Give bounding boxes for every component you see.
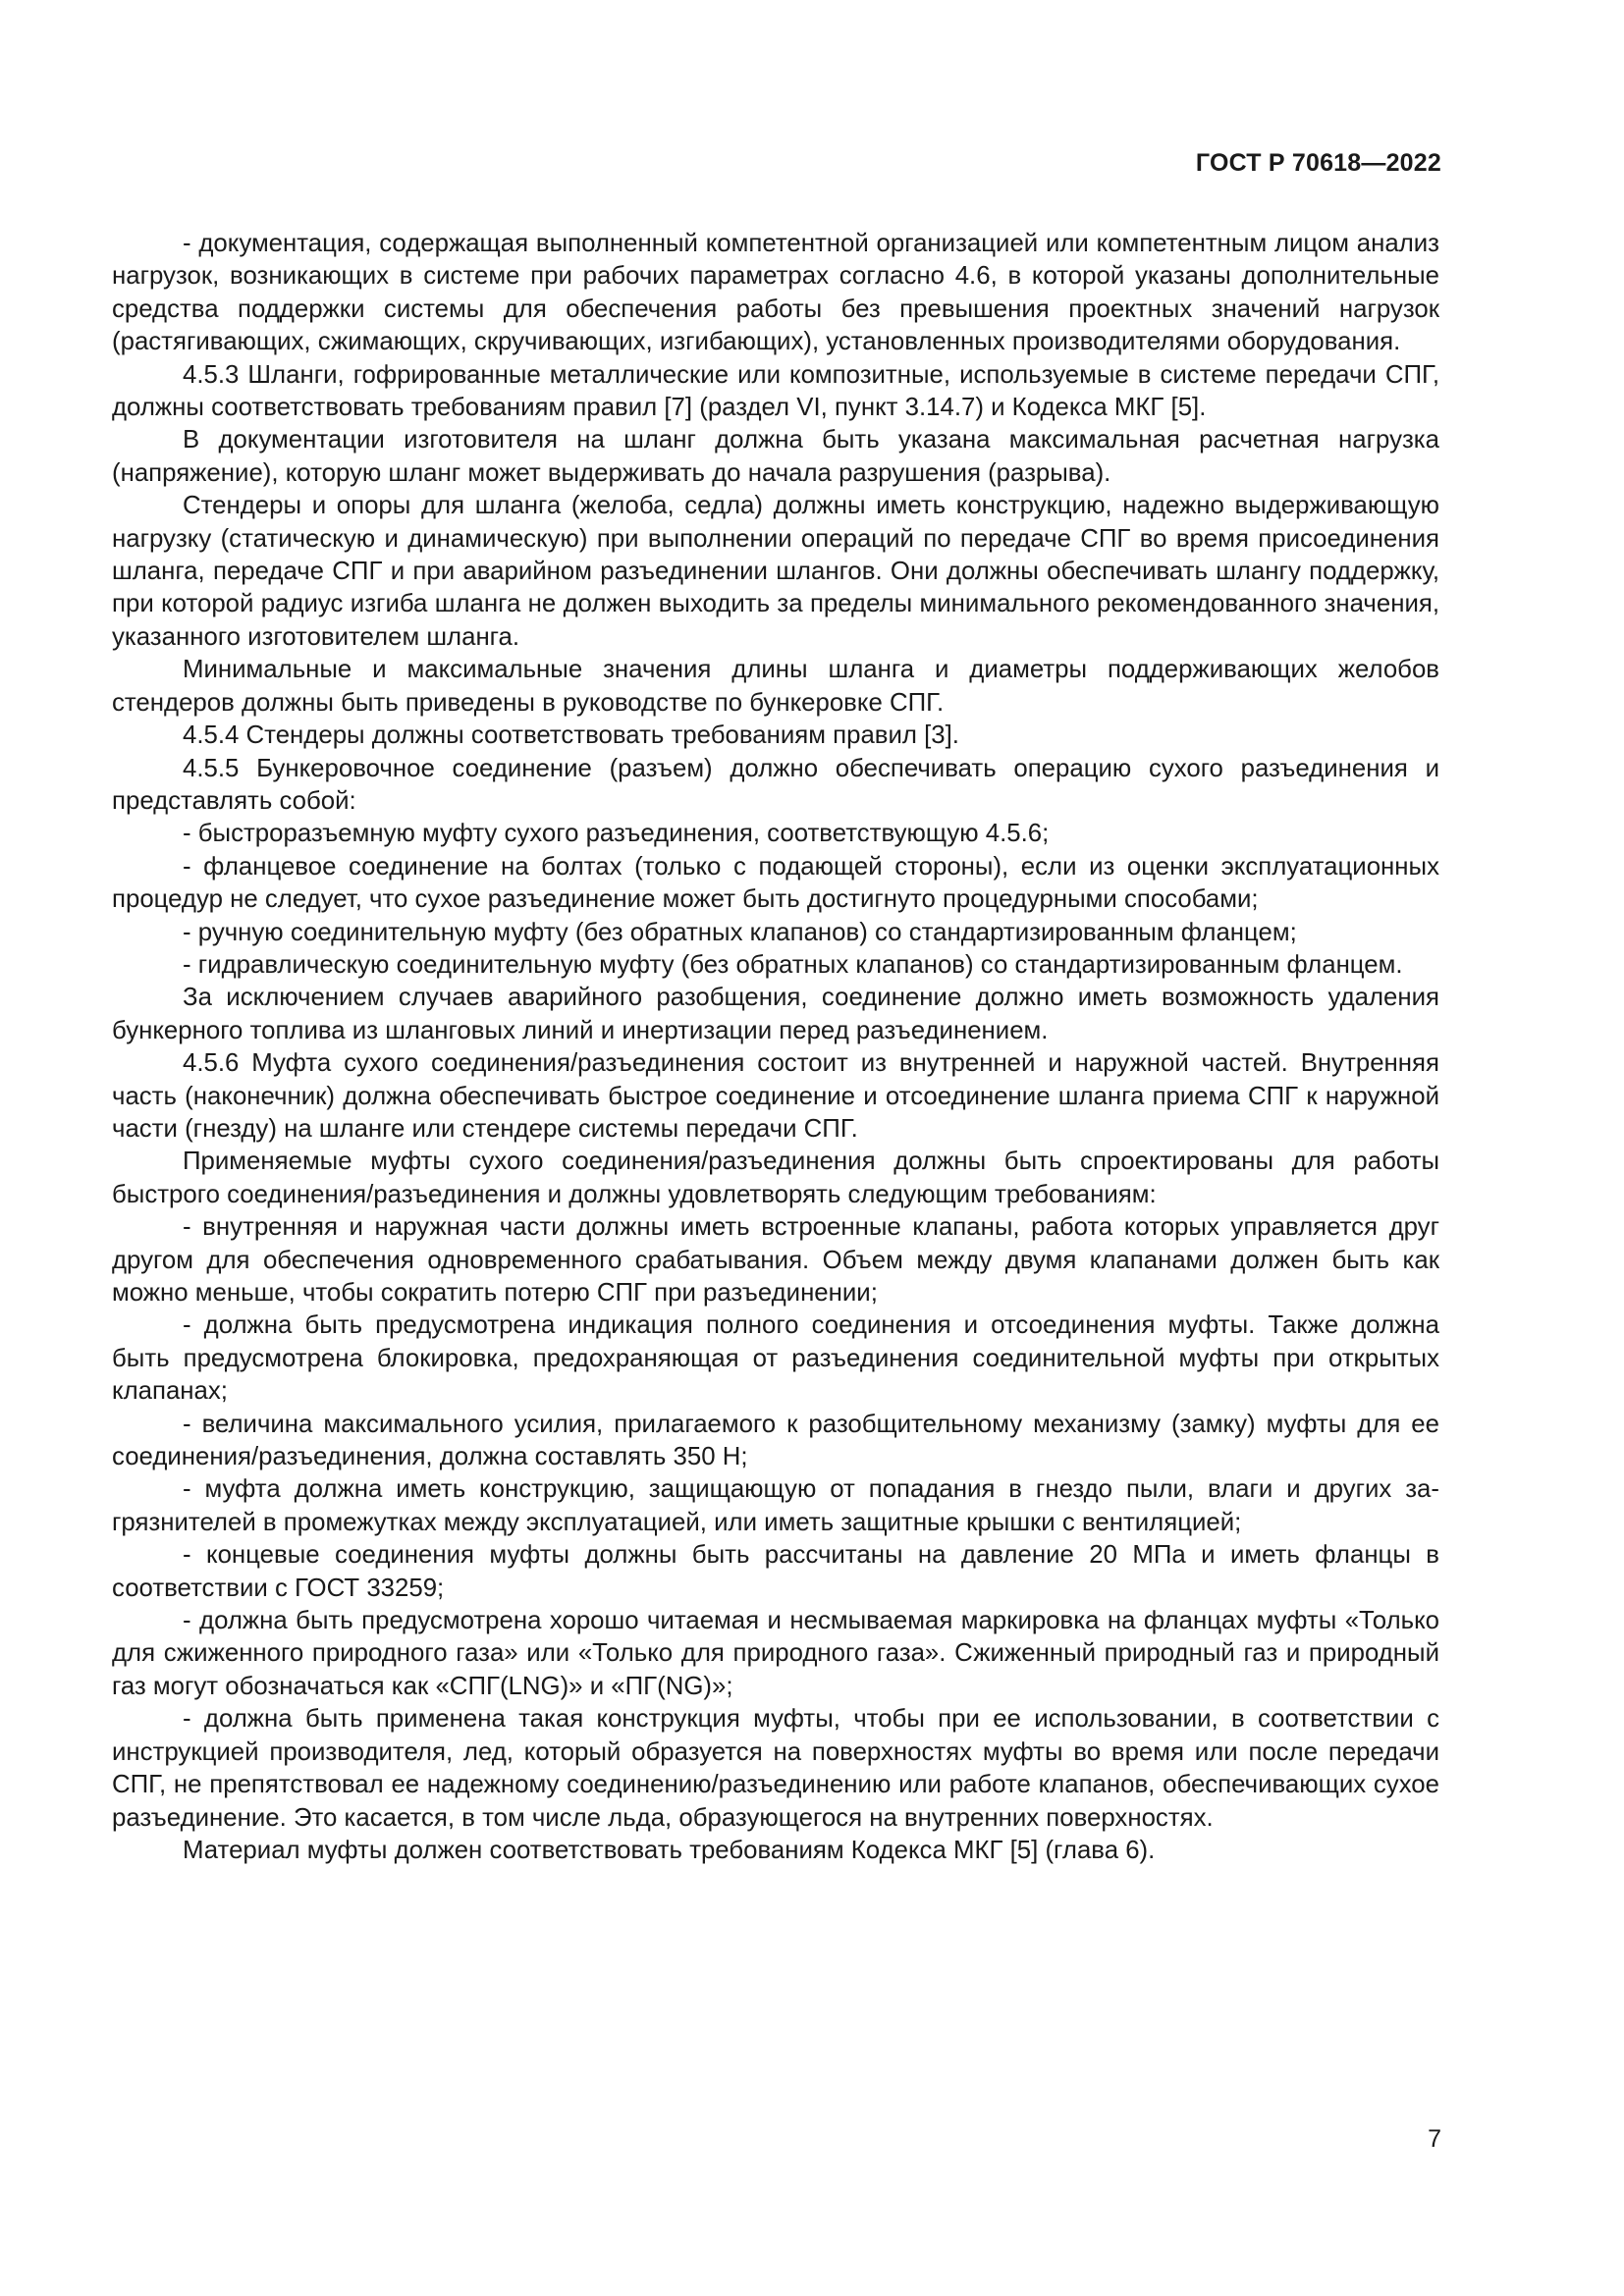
page-number: 7 — [1428, 2125, 1441, 2153]
paragraph: 4.5.4 Стендеры должны соответствовать требованиям правил [3]. — [183, 721, 959, 750]
paragraph: - муфта должна иметь конструкцию, защищающую от попадания в гнездо пыли, влаги и других загрязнителей в промежутках между эксплуатацией, или иметь защитные крышки с вентиляцией; — [112, 1475, 1439, 1536]
document-header: ГОСТ Р 70618—2022 — [1195, 149, 1441, 177]
paragraph: - концевые соединения муфты должны быть рассчитаны на давление 20 МПа и иметь фланцы в соответствии с ГОСТ 33259; — [112, 1541, 1439, 1602]
paragraph: - ручную соединительную муфту (без обратных клапанов) со стандартизированным фланцем; — [183, 918, 1297, 946]
paragraph: Минимальные и максимальные значения длины шланга и диаметры поддерживающих желобов стендеров должны быть приведены в руководстве по бункеровке СПГ. — [112, 656, 1439, 717]
paragraph: 4.5.6 Муфта сухого соединения/разъединения состоит из внутренней и наружной частей. Внутренняя часть (наконечник) должна обеспечивать быстрое соединение и отсоединение шланга приема СПГ к наружной части (гнезду) на шланге или стендере системы передачи СПГ. — [112, 1049, 1439, 1143]
paragraph: - величина максимального усилия, прилагаемого к разобщительному механизму (замку) муфты для ее соединения/разъединения, должна составлять 350 Н; — [112, 1410, 1439, 1471]
paragraph: - должна быть предусмотрена хорошо читаемая и несмываемая маркировка на фланцах муфты «Только для сжиженного природного газа» или «Только для природного газа». Сжиженный природный газ и природный газ могут обозначаться как «СПГ(LNG)» и «ПГ(NG)»; — [112, 1607, 1439, 1700]
paragraph: Стендеры и опоры для шланга (желоба, седла) должны иметь конструкцию, надежно выдерживающую нагрузку (статическую и динамическую) при выполнении операций по передаче СПГ во время присоединения шланга, передаче СПГ и при аварийном разъединении шлангов. Они должны обеспечивать шлангу поддержку, при которой радиус изгиба шланга не должен выходить за пределы минимального рекомендованного значения, указанного изготовителем шланга. — [112, 492, 1439, 651]
paragraph: - документация, содержащая выполненный компетентной организацией или компетентным лицом анализ нагрузок, возникающих в системе при рабочих параметрах согласно 4.6, в которой указаны дополнительные средства поддержки системы для обеспечения работы без превышения проектных значений нагрузок (растягивающих, сжимающих, скручивающих, изгибающих), установленных производителями оборудования. — [112, 230, 1439, 356]
paragraph: - быстроразъемную муфту сухого разъединения, соответствующую 4.5.6; — [183, 820, 1050, 848]
paragraph: - внутренняя и наружная части должны иметь встроенные клапаны, работа которых управляется друг другом для обеспечения одновременного срабатывания. Объем между двумя клапанами должен быть как можно меньше, чтобы сократить потерю СПГ при разъединении; — [112, 1213, 1439, 1307]
paragraph: 4.5.5 Бункеровочное соединение (разъем) должно обеспечивать операцию сухого разъединения и представлять собой: — [112, 754, 1439, 815]
paragraph: В документации изготовителя на шланг должна быть указана максимальная расчетная нагрузка (напряжение), которую шланг может выдерживать до начала разрушения (разрыва). — [112, 426, 1439, 487]
paragraph: За исключением случаев аварийного разобщения, соединение должно иметь возможность удаления бункерного топлива из шланговых линий и инертизации перед разъединением. — [112, 984, 1439, 1044]
paragraph: Применяемые муфты сухого соединения/разъединения должны быть спроектированы для работы быстрого соединения/разъединения и должны удовлетворять следующим требованиям: — [112, 1148, 1439, 1208]
paragraph: 4.5.3 Шланги, гофрированные металлические или композитные, используемые в системе передачи СПГ, должны соответствовать требованиям правил [7] (раздел VI, пункт 3.14.7) и Кодекса МКГ [5]. — [112, 360, 1439, 422]
document-body — [112, 228, 1439, 1867]
paragraph: Материал муфты должен соответствовать требованиям Кодекса МКГ [5] (глава 6). — [183, 1836, 1156, 1864]
paragraph: - гидравлическую соединительную муфту (без обратных клапанов) со стандартизированным фланцем. — [183, 950, 1403, 979]
paragraph: - должна быть применена такая конструкция муфты, чтобы при ее использовании, в соответствии с инструкцией производителя, лед, который образуется на поверхностях муфты во время или после передачи СПГ, не препятствовал ее надежному соединению/разъединению или работе клапанов, обеспечивающих сухое разъединение. Это касается, в том числе льда, образующегося на внутренних поверхностях. — [112, 1705, 1439, 1832]
paragraph: - должна быть предусмотрена индикация полного соединения и отсоединения муфты. Также должна быть предусмотрена блокировка, предохраняющая от разъединения соединительной муфты при открытых клапанах; — [112, 1311, 1439, 1406]
paragraph: - фланцевое соединение на болтах (только с подающей стороны), если из оценки эксплуатационных процедур не следует, что сухое разъединение может быть достигнуто процедурными способами; — [112, 852, 1439, 914]
